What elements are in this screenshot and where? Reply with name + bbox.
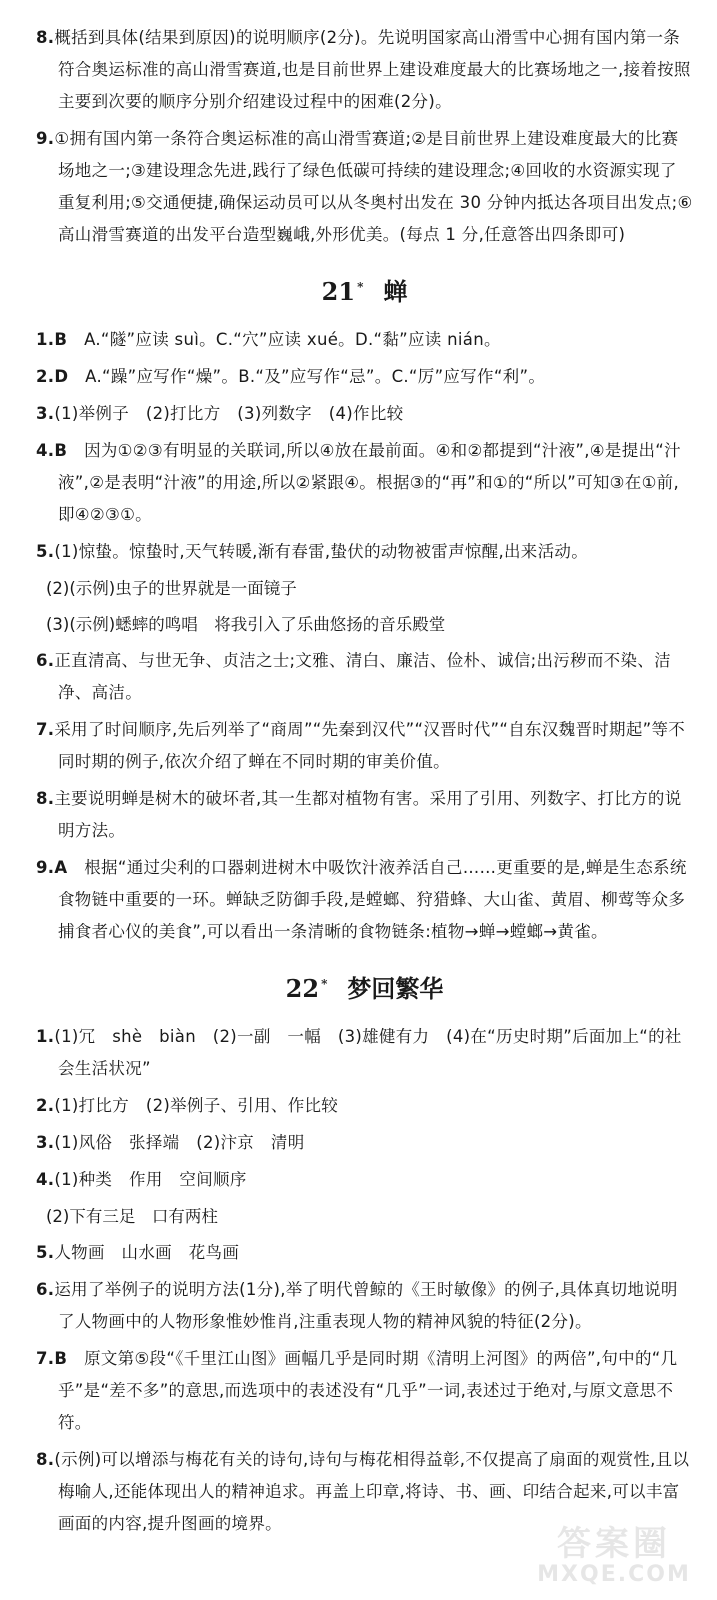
answer-item <box>36 1274 693 1338</box>
item-number: 9. <box>36 129 55 148</box>
item-number: 7. <box>36 1349 55 1368</box>
answer-item <box>36 398 693 430</box>
answer-item <box>36 645 693 709</box>
answer-item <box>36 1021 693 1085</box>
item-text: (1)惊蛰。惊蛰时,天气转暖,渐有春雷,蛰伏的动物被雷声惊醒,出来活动。 <box>54 542 589 561</box>
item-choice: B <box>54 1349 68 1368</box>
item-number: 7. <box>36 720 55 739</box>
item-number: 2. <box>36 367 55 386</box>
watermark-url: MXQE.COM <box>537 1562 691 1587</box>
item-text: 人物画 山水画 花鸟画 <box>54 1243 240 1262</box>
item-text: 根据“通过尖利的口器刺进树木中吸饮汁液养活自己……更重要的是,蝉是生态系统食物链中重要的一环。蝉缺乏防御手段,是螳螂、狩猎蜂、大山雀、黄眉、柳莺等众多捕食者心仪的美食”,可以看出一条清晰的食物链条:植物→蝉→螳螂→黄雀。 <box>58 858 687 941</box>
item-number: 5. <box>36 542 55 561</box>
site-watermark <box>519 1526 709 1592</box>
item-text: (1)打比方 (2)举例子、引用、作比较 <box>54 1096 339 1115</box>
item-number: 5. <box>36 1243 55 1262</box>
item-text: 运用了举例子的说明方法(1分),举了明代曾鲸的《王时敏像》的例子,具体真切地说明了人物画中的人物形象惟妙惟肖,注重表现人物的精神风貌的特征(2分)。 <box>54 1280 678 1331</box>
section-heading-22 <box>36 966 693 1007</box>
answer-item <box>36 1090 693 1122</box>
answer-subitem: (2)(示例)虫子的世界就是一面镜子 <box>46 579 297 598</box>
item-number: 4. <box>36 441 55 460</box>
answer-item <box>36 361 693 393</box>
item-text: 因为①②③有明显的关联词,所以④放在最前面。④和②都提到“汁液”,④是提出“汁液”,②是表明“汁液”的用途,所以②紧跟④。根据③的“再”和①的“所以”可知③在①前,即④②③①。 <box>58 441 681 524</box>
answer-item <box>36 435 693 531</box>
item-text: A.“躁”应写作“燥”。B.“及”应写作“忌”。C.“厉”应写作“利”。 <box>85 367 546 386</box>
item-text: 采用了时间顺序,先后列举了“商周”“先秦到汉代”“汉晋时代”“自东汉魏晋时期起”等不同时期的例子,依次介绍了蝉在不同时期的审美价值。 <box>54 720 686 771</box>
item-choice: B <box>54 441 68 460</box>
answer-item <box>36 1343 693 1439</box>
section-mark: * <box>357 280 364 294</box>
answer-item <box>36 1237 693 1269</box>
item-choice: D <box>54 367 69 386</box>
item-number: 6. <box>36 1280 55 1299</box>
item-text: (示例)可以增添与梅花有关的诗句,诗句与梅花相得益彰,不仅提高了扇面的观赏性,且以梅喻人,还能体现出人的精神追求。再盖上印章,将诗、书、画、印结合起来,可以丰富画面的内容,提升图画的境界。 <box>54 1450 690 1533</box>
section-title: 梦回繁华 <box>347 974 444 1003</box>
item-text: 正直清高、与世无争、贞洁之士;文雅、清白、廉洁、俭朴、诚信;出污秽而不染、洁净、高洁。 <box>54 651 671 702</box>
answer-item <box>36 852 693 948</box>
item-text: 主要说明蝉是树木的破坏者,其一生都对植物有害。采用了引用、列数字、打比方的说明方法。 <box>54 789 682 840</box>
item-text: (1)风俗 张择端 (2)汴京 清明 <box>54 1133 305 1152</box>
section-heading-21 <box>36 269 693 310</box>
section-number: 22 <box>285 974 320 1003</box>
answer-item <box>36 324 693 356</box>
item-text: A.“隧”应读 suì。C.“穴”应读 xué。D.“黏”应读 nián。 <box>84 330 501 349</box>
section-mark: * <box>321 977 328 991</box>
item-text: (1)种类 作用 空间顺序 <box>54 1170 247 1189</box>
watermark-logo-text: 答案圈 <box>557 1524 671 1564</box>
item-number: 3. <box>36 1133 55 1152</box>
answer-item <box>36 783 693 847</box>
item-text: (1)举例子 (2)打比方 (3)列数字 (4)作比较 <box>54 404 404 423</box>
item-number: 8. <box>36 28 55 47</box>
answer-subitem: (3)(示例)蟋蟀的鸣唱 将我引入了乐曲悠扬的音乐殿堂 <box>46 615 446 634</box>
item-number: 8. <box>36 789 55 808</box>
item-number: 1. <box>36 330 55 349</box>
item-text: ①拥有国内第一条符合奥运标准的高山滑雪赛道;②是目前世界上建设难度最大的比赛场地之一;③建设理念先进,践行了绿色低碳可持续的建设理念;④回收的水资源实现了重复利用;⑤交通便捷,确保运动员可以从冬奥村出发在 30 分钟内抵达各项目出发点;⑥高山滑雪赛道的出发平台造型巍峨,外形优美。(每点 1 分,任意答出四条即可) <box>54 129 693 244</box>
item-number: 9. <box>36 858 55 877</box>
item-text: 原文第⑤段“《千里江山图》画幅几乎是同时期《清明上河图》的两倍”,句中的“几乎”是“差不多”的意思,而选项中的表述没有“几乎”一词,表述过于绝对,与原文意思不符。 <box>58 1349 678 1432</box>
section-number: 21 <box>321 277 356 306</box>
item-choice: B <box>54 330 68 349</box>
answer-item <box>36 714 693 778</box>
section-title: 蝉 <box>383 277 408 306</box>
item-text: (1)冗 shè biàn (2)一副 一幅 (3)雄健有力 (4)在“历史时期”后面加上“的社会生活状况” <box>54 1027 682 1078</box>
answer-subitem: (2)下有三足 口有两柱 <box>46 1207 218 1226</box>
answer-item <box>36 1127 693 1159</box>
answer-item <box>36 1164 693 1196</box>
item-text: 概括到具体(结果到原因)的说明顺序(2分)。先说明国家高山滑雪中心拥有国内第一条符合奥运标准的高山滑雪赛道,也是目前世界上建设难度最大的比赛场地之一,接着按照主要到次要的顺序分别介绍建设过程中的困难(2分)。 <box>54 28 691 111</box>
item-number: 3. <box>36 404 55 423</box>
answer-item <box>36 123 693 251</box>
item-number: 2. <box>36 1096 55 1115</box>
item-choice: A <box>54 858 68 877</box>
item-number: 4. <box>36 1170 55 1189</box>
answer-item <box>36 536 693 568</box>
item-number: 8. <box>36 1450 55 1469</box>
answer-item <box>36 22 693 118</box>
item-number: 6. <box>36 651 55 670</box>
item-number: 1. <box>36 1027 55 1046</box>
